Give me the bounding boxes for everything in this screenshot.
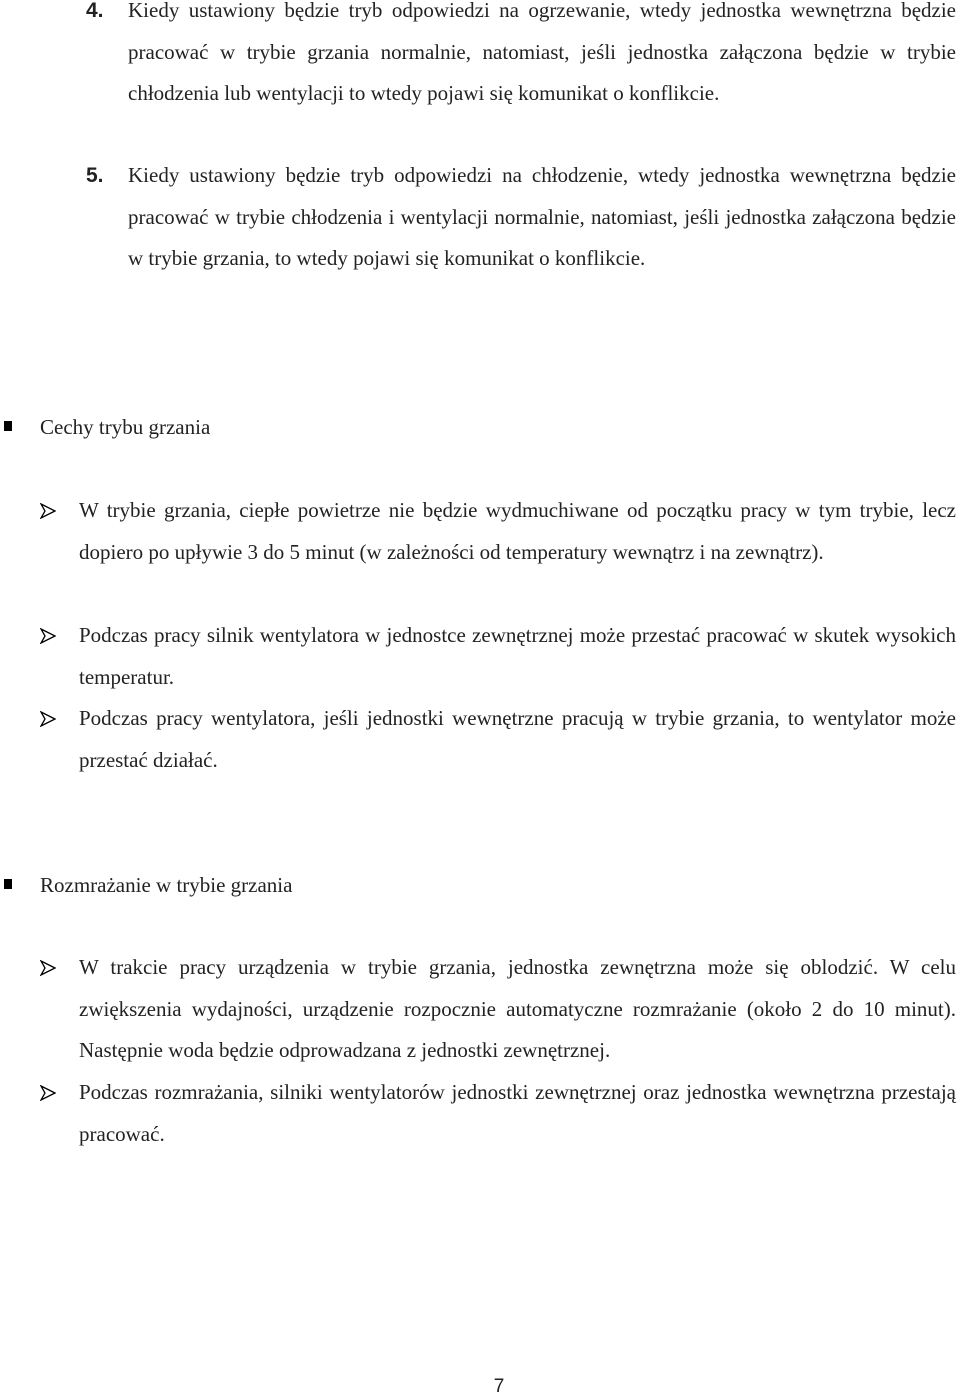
- arrow-bullet-icon: [40, 503, 56, 519]
- list-item: [0, 615, 960, 698]
- list-item: [0, 490, 960, 573]
- list-item: [0, 698, 960, 781]
- arrow-bullet-icon: [40, 960, 56, 976]
- page-number: 7: [493, 1376, 505, 1397]
- section-heading-label: Cechy trybu grzania: [40, 415, 211, 439]
- item-number: 4.: [86, 0, 104, 22]
- list-item-text: Podczas pracy wentylatora, jeśli jednostki wewnętrzne pracują w trybie grzania, to wentylator może przestać działać.: [79, 706, 956, 772]
- item-number: 5.: [86, 164, 104, 187]
- arrow-bullet-icon: [40, 628, 56, 644]
- list-item: [0, 947, 960, 1072]
- square-bullet-icon: [4, 421, 12, 431]
- list-item: [0, 1072, 960, 1155]
- numbered-item-text: Kiedy ustawiony będzie tryb odpowiedzi na chłodzenie, wtedy jednostka wewnętrzna będzie pracować w trybie chłodzenia i wentylacji normalnie, natomiast, jeśli jednostka załączona będzie w trybie grzania, to wtedy pojawi się komunikat o konflikcie.: [128, 163, 956, 270]
- list-item-text: W trakcie pracy urządzenia w trybie grzania, jednostka zewnętrzna może się oblodzić. W celu zwiększenia wydajności, urządzenie rozpocznie automatyczne rozmrażanie (około 2 do 10 minut). Następnie woda będzie odprowadzana z jednostki zewnętrznej.: [79, 955, 956, 1062]
- numbered-item-text: Kiedy ustawiony będzie tryb odpowiedzi na ogrzewanie, wtedy jednostka wewnętrzna będzie pracować w trybie grzania normalnie, natomiast, jeśli jednostka załączona będzie w trybie chłodzenia lub wentylacji to wtedy pojawi się komunikat o konflikcie.: [128, 0, 956, 105]
- arrow-bullet-icon: [40, 1085, 56, 1101]
- square-bullet-icon: [4, 879, 12, 889]
- numbered-item-5: [86, 155, 956, 280]
- list-item-text: Podczas rozmrażania, silniki wentylatorów jednostki zewnętrznej oraz jednostka wewnętrzna przestają pracować.: [79, 1080, 956, 1146]
- section-heading-label: Rozmrażanie w trybie grzania: [40, 873, 293, 897]
- numbered-item-4: [86, 0, 956, 115]
- arrow-bullet-icon: [40, 711, 56, 727]
- list-item-text: Podczas pracy silnik wentylatora w jednostce zewnętrznej może przestać pracować w skutek wysokich temperatur.: [79, 623, 956, 689]
- list-item-text: W trybie grzania, ciepłe powietrze nie będzie wydmuchiwane od początku pracy w tym trybie, lecz dopiero po upływie 3 do 5 minut (w zależności od temperatury wewnątrz i na zewnątrz).: [79, 498, 956, 564]
